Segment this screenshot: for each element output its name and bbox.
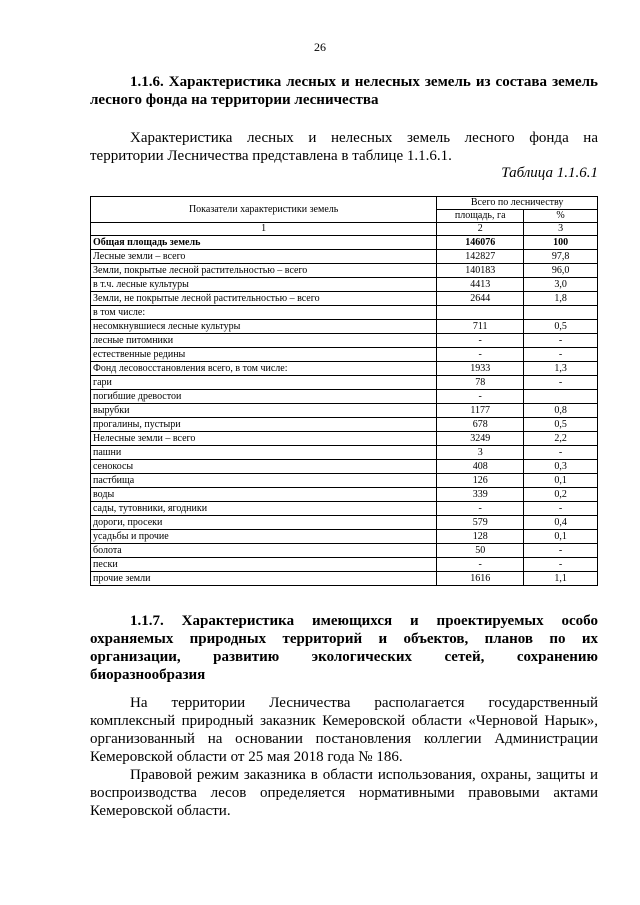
table-row bbox=[91, 292, 598, 306]
cell-indicator: Земли, покрытые лесной растительностью – всего bbox=[91, 264, 437, 278]
table-row bbox=[91, 530, 598, 544]
col-number: 2 bbox=[437, 223, 524, 236]
cell-area: 678 bbox=[437, 418, 524, 432]
table-row bbox=[91, 376, 598, 390]
cell-area: 408 bbox=[437, 460, 524, 474]
table-row bbox=[91, 544, 598, 558]
cell-area: 128 bbox=[437, 530, 524, 544]
land-characteristics-table bbox=[90, 196, 598, 586]
table-row bbox=[91, 236, 598, 250]
cell-indicator: естественные редины bbox=[91, 348, 437, 362]
cell-percent: 0,3 bbox=[524, 460, 598, 474]
cell-indicator: сады, тутовники, ягодники bbox=[91, 502, 437, 516]
cell-area: 579 bbox=[437, 516, 524, 530]
table-row bbox=[91, 320, 598, 334]
cell-area: 140183 bbox=[437, 264, 524, 278]
cell-area: 50 bbox=[437, 544, 524, 558]
col-header-indicator: Показатели характеристики земель bbox=[91, 197, 437, 223]
cell-percent: - bbox=[524, 544, 598, 558]
page-number: 26 bbox=[314, 40, 326, 54]
cell-percent: - bbox=[524, 376, 598, 390]
cell-area: 78 bbox=[437, 376, 524, 390]
cell-area: 1177 bbox=[437, 404, 524, 418]
cell-indicator: погибшие древостои bbox=[91, 390, 437, 404]
cell-percent: 0,1 bbox=[524, 530, 598, 544]
col-number: 3 bbox=[524, 223, 598, 236]
cell-percent bbox=[524, 306, 598, 320]
table-title: Таблица 1.1.6.1 bbox=[501, 165, 598, 181]
cell-area: 126 bbox=[437, 474, 524, 488]
cell-area: - bbox=[437, 502, 524, 516]
cell-percent: 97,8 bbox=[524, 250, 598, 264]
table-row bbox=[91, 250, 598, 264]
cell-area: 3 bbox=[437, 446, 524, 460]
cell-area: - bbox=[437, 334, 524, 348]
cell-indicator: несомкнувшиеся лесные культуры bbox=[91, 320, 437, 334]
cell-indicator: пастбища bbox=[91, 474, 437, 488]
cell-percent: 0,2 bbox=[524, 488, 598, 502]
cell-percent: - bbox=[524, 446, 598, 460]
cell-area: 711 bbox=[437, 320, 524, 334]
cell-area: 1933 bbox=[437, 362, 524, 376]
cell-indicator: гари bbox=[91, 376, 437, 390]
table-header-row bbox=[91, 197, 598, 210]
section-heading-1-1-6: 1.1.6. Характеристика лесных и нелесных земель из состава земель лесного фонда на территории лесничества bbox=[90, 74, 598, 108]
table-row bbox=[91, 306, 598, 320]
cell-indicator: сенокосы bbox=[91, 460, 437, 474]
cell-percent: 3,0 bbox=[524, 278, 598, 292]
cell-indicator: в т.ч. лесные культуры bbox=[91, 278, 437, 292]
table-row bbox=[91, 278, 598, 292]
paragraph-legal-regime: Правовой режим заказника в области использования, охраны, защиты и воспроизводства лесов определяется нормативными правовыми актами Кемеровской области. bbox=[90, 767, 598, 819]
cell-percent: 2,2 bbox=[524, 432, 598, 446]
table-row bbox=[91, 334, 598, 348]
cell-area bbox=[437, 306, 524, 320]
cell-percent: 0,5 bbox=[524, 418, 598, 432]
table-row bbox=[91, 362, 598, 376]
cell-area: 142827 bbox=[437, 250, 524, 264]
cell-percent: 0,8 bbox=[524, 404, 598, 418]
cell-indicator: вырубки bbox=[91, 404, 437, 418]
col-number: 1 bbox=[91, 223, 437, 236]
table-row bbox=[91, 558, 598, 572]
cell-percent: 0,5 bbox=[524, 320, 598, 334]
cell-percent bbox=[524, 390, 598, 404]
cell-indicator: Нелесные земли – всего bbox=[91, 432, 437, 446]
cell-indicator: болота bbox=[91, 544, 437, 558]
cell-indicator: воды bbox=[91, 488, 437, 502]
cell-percent: - bbox=[524, 334, 598, 348]
intro-paragraph: Характеристика лесных и нелесных земель лесного фонда на территории Лесничества представлена в таблице 1.1.6.1. bbox=[90, 130, 598, 164]
cell-indicator: пески bbox=[91, 558, 437, 572]
cell-area: 2644 bbox=[437, 292, 524, 306]
cell-percent: 1,8 bbox=[524, 292, 598, 306]
cell-indicator: дороги, просеки bbox=[91, 516, 437, 530]
cell-indicator: лесные питомники bbox=[91, 334, 437, 348]
table-row bbox=[91, 418, 598, 432]
cell-area: - bbox=[437, 348, 524, 362]
cell-percent: 1,1 bbox=[524, 572, 598, 586]
cell-percent: 0,4 bbox=[524, 516, 598, 530]
cell-area: 4413 bbox=[437, 278, 524, 292]
section-heading-1-1-7: 1.1.7. Характеристика имеющихся и проектируемых особо охраняемых природных территорий и объектов, планов по их организации, развитию экологических сетей, сохранению биоразнообразия bbox=[90, 613, 598, 683]
col-header-group: Всего по лесничеству bbox=[437, 197, 598, 210]
cell-indicator: Фонд лесовосстановления всего, в том числе: bbox=[91, 362, 437, 376]
table-row bbox=[91, 446, 598, 460]
paragraph-reserve: На территории Лесничества располагается государственный комплексный природный заказник Кемеровской области «Черновой Нарык», организованный на основании постановления коллегии Администрации Кемеровской области от 25 мая 2018 года № 186. bbox=[90, 695, 598, 765]
table-row bbox=[91, 474, 598, 488]
table-row bbox=[91, 460, 598, 474]
cell-area: 1616 bbox=[437, 572, 524, 586]
cell-area: 146076 bbox=[437, 236, 524, 250]
cell-indicator: усадьбы и прочие bbox=[91, 530, 437, 544]
cell-percent: 100 bbox=[524, 236, 598, 250]
cell-indicator: в том числе: bbox=[91, 306, 437, 320]
cell-indicator: Общая площадь земель bbox=[91, 236, 437, 250]
table-row bbox=[91, 404, 598, 418]
cell-indicator: Земли, не покрытые лесной растительностью – всего bbox=[91, 292, 437, 306]
cell-percent: 1,3 bbox=[524, 362, 598, 376]
table-column-numbers-row bbox=[91, 223, 598, 236]
cell-area: 3249 bbox=[437, 432, 524, 446]
cell-indicator: Лесные земли – всего bbox=[91, 250, 437, 264]
table-row bbox=[91, 572, 598, 586]
cell-percent: 96,0 bbox=[524, 264, 598, 278]
cell-percent: - bbox=[524, 502, 598, 516]
cell-area: 339 bbox=[437, 488, 524, 502]
table-row bbox=[91, 390, 598, 404]
table-row bbox=[91, 488, 598, 502]
cell-indicator: прогалины, пустыри bbox=[91, 418, 437, 432]
table-row bbox=[91, 348, 598, 362]
table-row bbox=[91, 432, 598, 446]
col-header-percent: % bbox=[524, 210, 598, 223]
cell-indicator: пашни bbox=[91, 446, 437, 460]
table-row bbox=[91, 264, 598, 278]
cell-percent: 0,1 bbox=[524, 474, 598, 488]
cell-area: - bbox=[437, 558, 524, 572]
cell-indicator: прочие земли bbox=[91, 572, 437, 586]
cell-area: - bbox=[437, 390, 524, 404]
col-header-area: площадь, га bbox=[437, 210, 524, 223]
cell-percent: - bbox=[524, 558, 598, 572]
cell-percent: - bbox=[524, 348, 598, 362]
table-row bbox=[91, 516, 598, 530]
table-row bbox=[91, 502, 598, 516]
